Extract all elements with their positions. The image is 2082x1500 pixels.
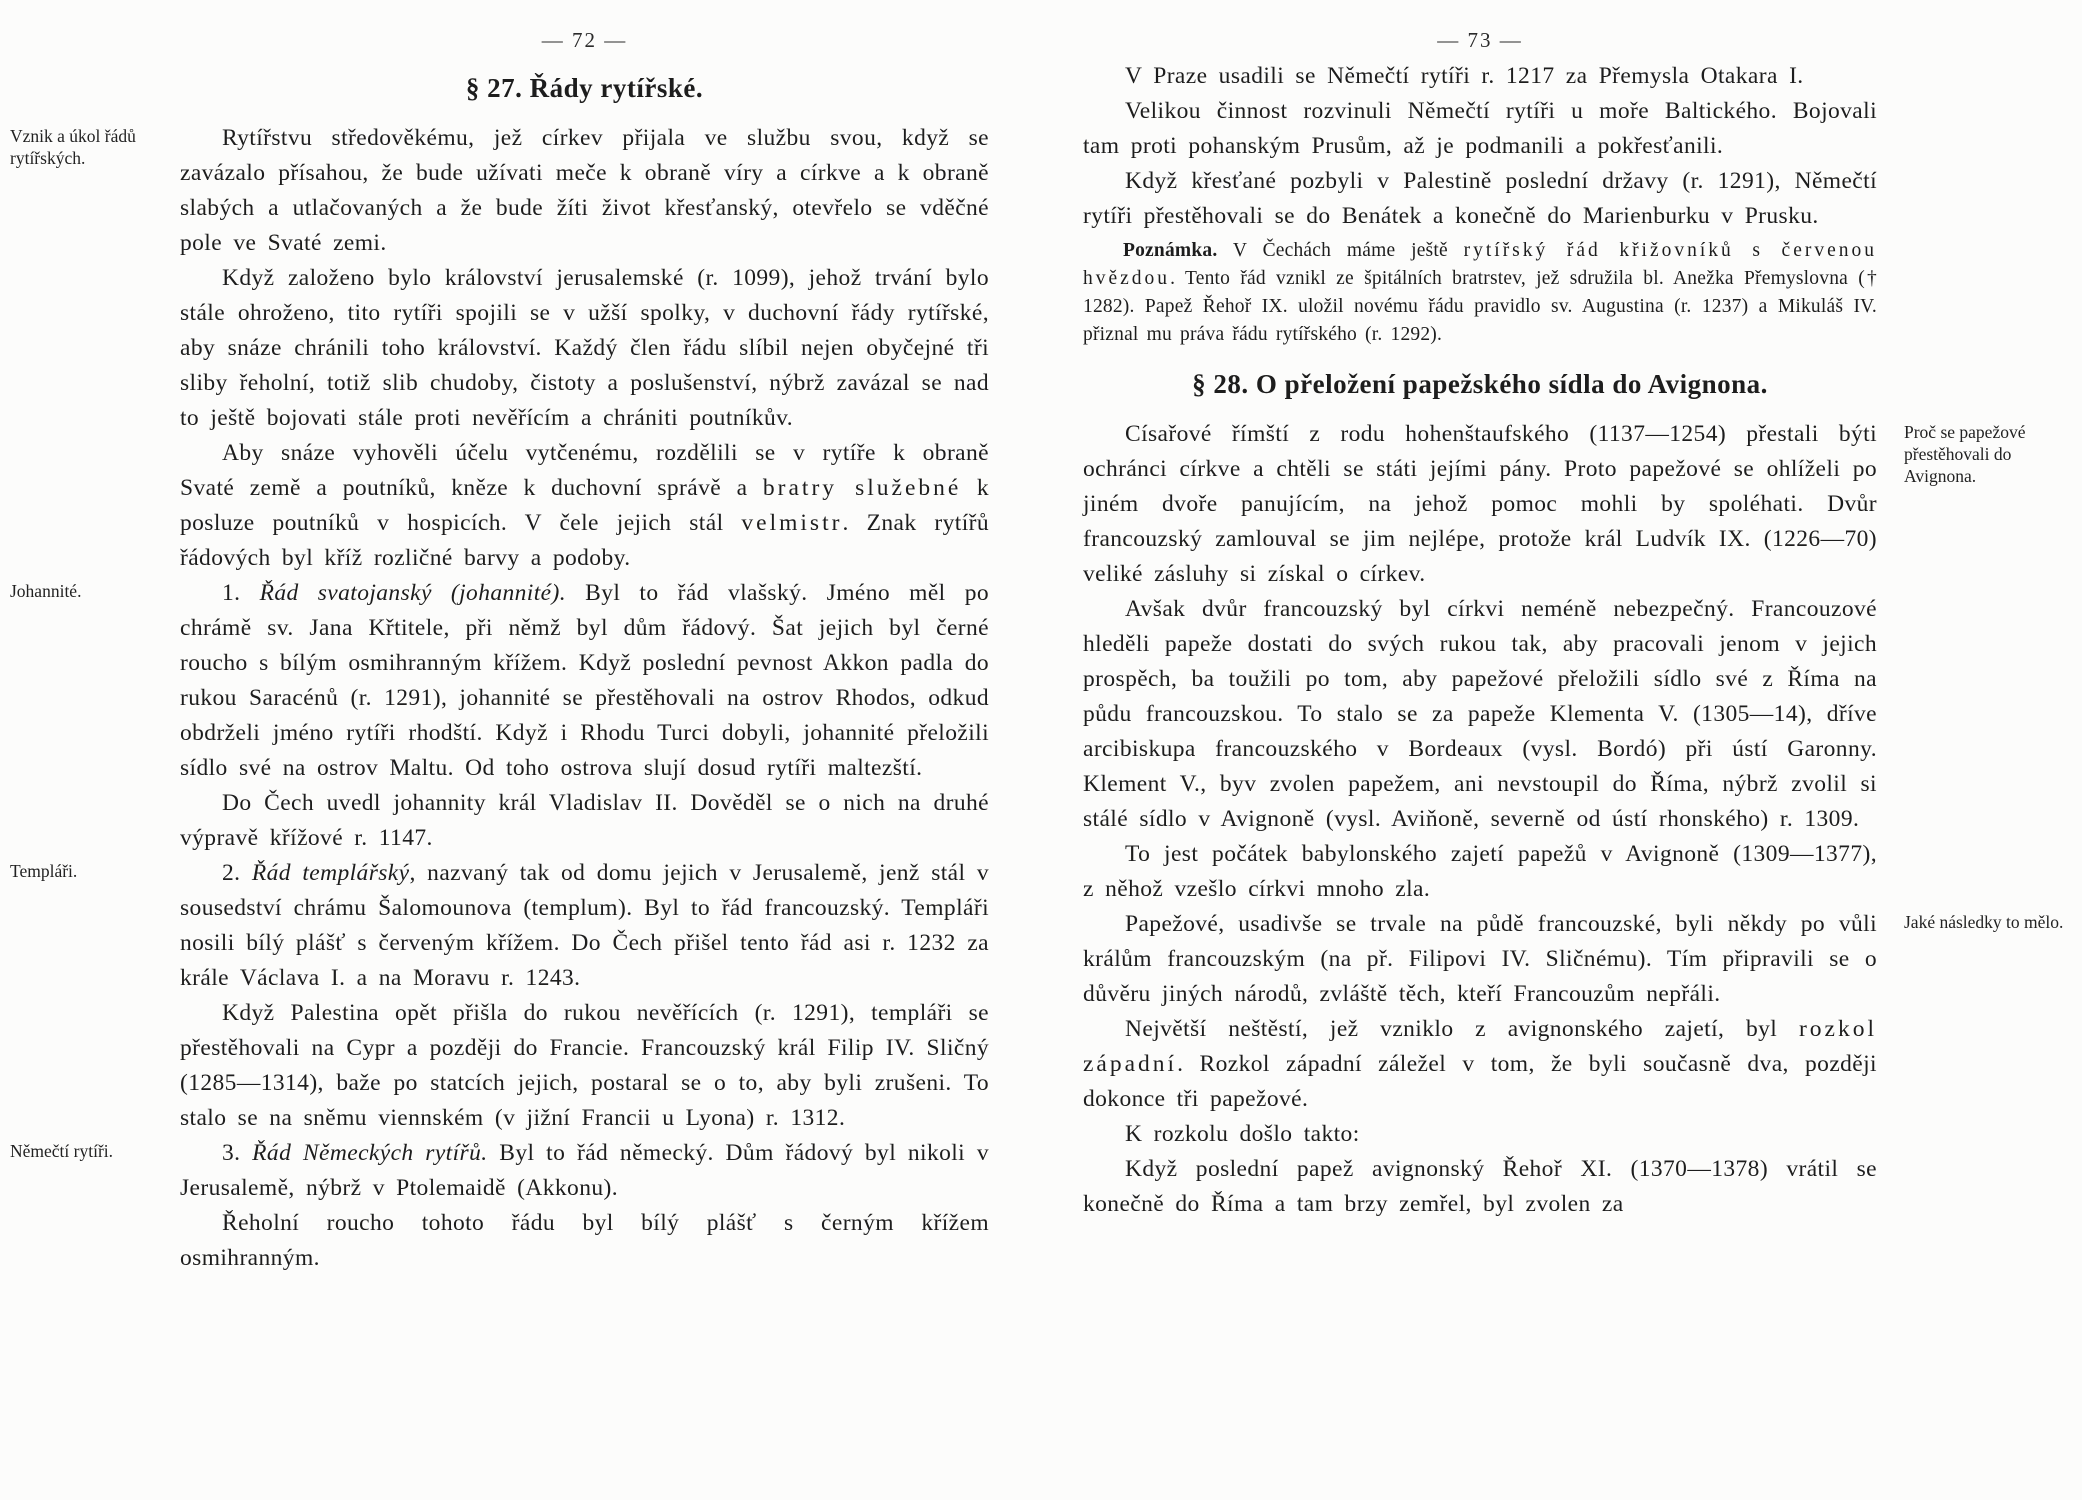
margin-note: Jaké následky to mělo. [1904, 912, 2064, 932]
text-run: Řád templářský [251, 860, 410, 886]
text-run: 1. [222, 580, 260, 606]
text-run: . Tento řád vznikl ze špitálních bratrstev, jež sdružila bl. Anežka Přemyslovna († 1282). Papež Řehoř IX. uložil novému řádu pravidlo sv. Augustina (r. 1237) a Mikuláš IV. přiznal mu práva řádu rytířského (r. 1292). [1083, 268, 1877, 345]
text-run: Když poslední papež avignonský Řehoř XI. (1370—1378) vrátil se konečně do Říma a tam brzy zemřel, byl zvolen za [1083, 1156, 1877, 1217]
margin-note: Johannité. [10, 581, 82, 601]
text-run: 3. [222, 1140, 253, 1166]
text-run: V Praze usadili se Němečtí rytíři r. 1217 za Přemysla Otakara I. [1125, 63, 1804, 89]
text-run: Poznámka. [1123, 240, 1218, 261]
body-paragraph [180, 786, 989, 856]
text-run: 2. [222, 860, 252, 886]
text-run: k posluze poutníků v hospicích. V čele jejich stál [180, 475, 989, 536]
text-run: . Znak rytířů řádových byl kříž rozličné barvy a podoby. [180, 510, 990, 571]
section-heading: § 28. O přeložení papežského sídla do Avignona. [1192, 369, 1768, 399]
text-run: To jest počátek babylonského zajetí papežů v Avignoně (1309—1377), z něhož vzešlo církvi mnoho zla. [1083, 841, 1877, 902]
body-paragraph [1083, 1012, 1877, 1117]
text-run: velmistr [741, 510, 843, 536]
text-run: Rytířstvu středověkému, jež církev přijala ve službu svou, když se zavázalo přísahou, že bude užívati meče k obraně víry a církve a k obraně slabých a utlačovaných a že bude žíti život křesťanský, otevřelo se vděčné pole ve Svaté zemi. [180, 125, 989, 256]
body-paragraph [10, 121, 989, 261]
body-paragraph [1083, 417, 2026, 592]
text-run: , nazvaný tak od domu jejich v Jerusalemě, jenž stál v sousedství chrámu Šalomounova (templum). Byl to řád francouzský. Templáři nosili bílý plášť s červeným křížem. Do Čech přišel tento řád asi r. 1232 za krále Václava I. a na Moravu r. 1243. [180, 860, 990, 991]
body-paragraph [180, 436, 989, 576]
text-run: Byl to řád vlašský. Jméno měl po chrámě sv. Jana Křtitele, při němž byl dům řádový. Šat jejich byl černé roucho s bílým osmihranným křížem. Když poslední pevnost Akkon padla do rukou Saracénů (r. 1291), johannité se přestěhovali na ostrov Rhodos, odkud obdrželi jméno rytíři rhodští. Když i Rhodu Turci dobyli, johannité přeložili sídlo své na ostrov Maltu. Od toho ostrova slují dosud rytíři maltezští. [180, 580, 989, 781]
body-paragraph [180, 261, 989, 436]
text-run: V Čechách máme ještě [1217, 240, 1464, 261]
body-paragraph [1083, 837, 1877, 907]
margin-note: Němečtí rytíři. [10, 1141, 114, 1161]
body-paragraph [1083, 59, 1877, 94]
text-run: Byl to řád německý. Dům řádový byl nikoli v Jerusalemě, nýbrž v Ptolemaidě (Akkonu). [180, 1140, 989, 1201]
text-run: Císařové římští z rodu hohenštaufského (1137—1254) přestali býti ochránci církve a chtěli se státi jejími pány. Proto papežové se ohlíželi po jiném dvoře panujícím, na jehož pomoc mohli by spoléhati. Dvůr francouzský zamlouval se jim nejlépe, protože král Ludvík IX. (1226—70) veliké zásluhy si získal o církev. [1083, 421, 1877, 587]
text-run: Řeholní roucho tohoto řádu byl bílý plášť s černým křížem osmihranným. [180, 1210, 989, 1271]
text-run: Největší neštěstí, jež vzniklo z avignonského zajetí, byl [1125, 1016, 1799, 1042]
body-paragraph [1083, 164, 1877, 234]
text-run: . Rozkol západní záležel v tom, že byli současně dva, později dokonce tři papežové. [1083, 1051, 1877, 1112]
text-run: Řád Německých rytířů. [252, 1140, 488, 1166]
text-run: Papežové, usadivše se trvale na půdě francouzské, byli někdy po vůli králům francouzským (na př. Filipovi IV. Sličnému). Tím připravili se o důvěru jiných národů, zvláště těch, kteří Francouzům nepřáli. [1083, 911, 1877, 1007]
body-paragraph [10, 1136, 989, 1206]
margin-note: Templáři. [10, 861, 78, 881]
left-page-body [10, 71, 990, 1276]
margin-note: Proč se papežové přestěhovali do Avignona. [1904, 422, 2026, 486]
text-run: Když křesťané pozbyli v Palestině poslední državy (r. 1291), Němečtí rytíři přestěhovali se do Benátek a konečně do Marienburku v Prusku. [1083, 168, 1877, 229]
text-run: bratry služebné [762, 475, 962, 501]
body-paragraph [1083, 907, 2064, 1012]
body-paragraph [1083, 1152, 1877, 1222]
body-paragraph [1083, 1117, 1877, 1152]
body-paragraph [1083, 592, 1877, 837]
text-run: K rozkolu došlo takto: [1125, 1121, 1360, 1147]
body-paragraph [180, 996, 989, 1136]
page-number-right: — 73 — [1437, 28, 1523, 52]
page-number-left: — 72 — [541, 28, 628, 52]
text-run: Aby snáze vyhověli účelu vytčenému, rozdělili se v rytíře k obraně Svaté země a poutníků, kněze k duchovní správě a [180, 440, 989, 501]
text-run: Avšak dvůr francouzský byl církvi neméně nebezpečný. Francouzové hleděli papeže dostati do svých rukou tak, aby pracovali jenom v jejich prospěch, ba toužili po tom, aby papežové přeložili sídlo své z Říma na půdu francouzskou. To stalo se za papeže Klementa V. (1305—14), dříve arcibiskupa francouzského v Bordeaux (vysl. Bordó) při ústí Garonny. Klement V., byv zvolen papežem, ani nevstoupil do Říma, nýbrž zvolil si stálé sídlo v Avignoně (vysl. Aviňoně, severně od ústí rhonského) r. 1309. [1083, 596, 1877, 832]
text-run: Když založeno bylo království jerusalemské (r. 1099), jehož trvání bylo stále ohroženo, tito rytíři spojili se v užší spolky, v duchovní řády rytířské, aby snáze chránili toho království. Každý člen řádu slíbil nejen obyčejné tři sliby řeholní, totiž slib chudoby, čistoty a poslušenství, nýbrž zavázal se nad to ještě bojovati stále proti nevěřícím a chrániti poutníkův. [180, 265, 989, 431]
body-paragraph [1083, 94, 1877, 164]
text-run: Když Palestina opět přišla do rukou nevěřících (r. 1291), templáři se přestěhovali na Cypr a později do Francie. Francouzský král Filip IV. Sličný (1285—1314), baže po statcích jejich, postaral se o to, aby byli zrušeni. To stalo se na sněmu viennském (v jižní Francii u Lyona) r. 1312. [180, 1000, 989, 1131]
margin-note: Vznik a úkol řádů rytířských. [10, 126, 136, 168]
text-run: Velikou činnost rozvinuli Němečtí rytíři u moře Baltického. Bojovali tam proti pohanským Prusům, až je podmanili a pokřesťanili. [1083, 98, 1877, 159]
text-run: rytířský řád křižovníků s červenou hvězdou [1083, 240, 1877, 289]
text-run: rozkol západní [1083, 1016, 1877, 1077]
remark-paragraph [1083, 237, 1877, 349]
page-73 [1041, 0, 2082, 1500]
section-heading: § 27. Řády rytířské. [465, 73, 704, 103]
text-run: Řád svatojanský (johannité). [259, 580, 567, 606]
right-page-body [1083, 59, 2064, 1222]
body-paragraph [10, 856, 990, 996]
body-paragraph [180, 1206, 989, 1276]
body-paragraph [10, 576, 989, 786]
text-run: Do Čech uvedl johannity král Vladislav II. Dověděl se o nich na druhé výpravě křížové r. 1147. [180, 790, 989, 851]
